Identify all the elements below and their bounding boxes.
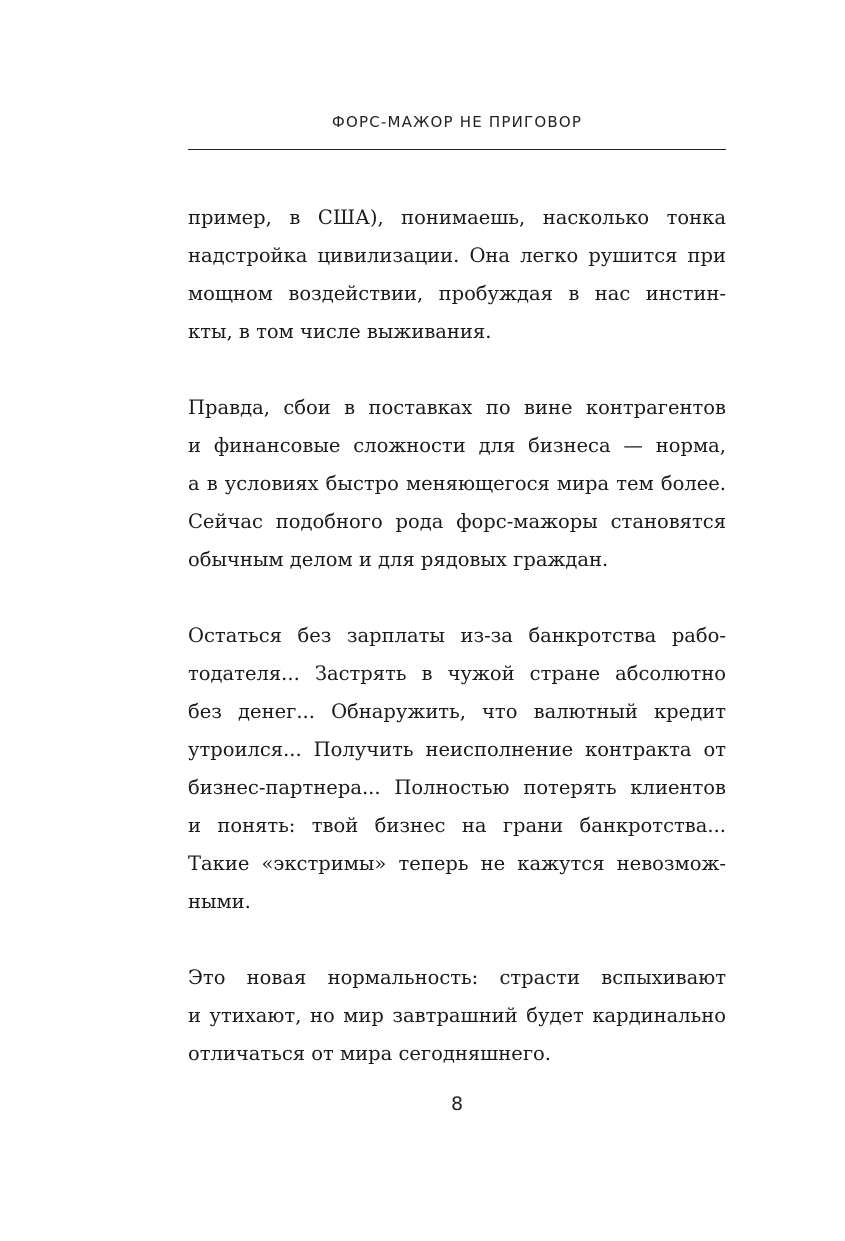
text-line: Это новая нормальность: страсти вспыхивают bbox=[188, 966, 726, 989]
text-line: и финансовые сложности для бизнеса — норма, bbox=[188, 434, 726, 457]
text-line: кты, в том числе выживания. bbox=[188, 320, 492, 343]
text-line: и утихают, но мир завтрашний будет кардинально bbox=[188, 1004, 726, 1027]
paragraph-3 bbox=[188, 617, 726, 921]
text-line: Такие «экстримы» теперь не кажутся невозмож- bbox=[188, 852, 726, 875]
text-line: тодателя... Застрять в чужой стране абсолютно bbox=[188, 662, 726, 685]
header-rule bbox=[188, 149, 726, 150]
body-text bbox=[188, 199, 726, 1111]
text-line: обычным делом и для рядовых граждан. bbox=[188, 548, 609, 571]
text-line: Остаться без зарплаты из-за банкротства рабо- bbox=[188, 624, 726, 647]
paragraph-4 bbox=[188, 959, 726, 1073]
text-line: утроился... Получить неисполнение контракта от bbox=[188, 738, 726, 761]
text-line: бизнес-партнера... Полностью потерять клиентов bbox=[188, 776, 726, 799]
paragraph-1 bbox=[188, 199, 726, 351]
text-line: надстройка цивилизации. Она легко рушится при bbox=[188, 244, 726, 267]
text-line: а в условиях быстро меняющегося мира тем более. bbox=[188, 472, 726, 495]
text-line: Сейчас подобного рода форс-мажоры становятся bbox=[188, 510, 726, 533]
text-line: отличаться от мира сегодняшнего. bbox=[188, 1042, 551, 1065]
text-line: мощном воздействии, пробуждая в нас инстин- bbox=[188, 282, 726, 305]
text-line: ными. bbox=[188, 890, 251, 913]
text-line: и понять: твой бизнес на грани банкротства... bbox=[188, 814, 726, 837]
text-line: Правда, сбои в поставках по вине контрагентов bbox=[188, 396, 726, 419]
paragraph-2 bbox=[188, 389, 726, 579]
page-number: 8 bbox=[450, 1093, 464, 1115]
text-line: пример, в США), понимаешь, насколько тонка bbox=[188, 206, 726, 229]
text-line: без денег... Обнаружить, что валютный кредит bbox=[188, 700, 726, 723]
running-title: ФОРС-МАЖОР НЕ ПРИГОВОР bbox=[331, 113, 583, 131]
